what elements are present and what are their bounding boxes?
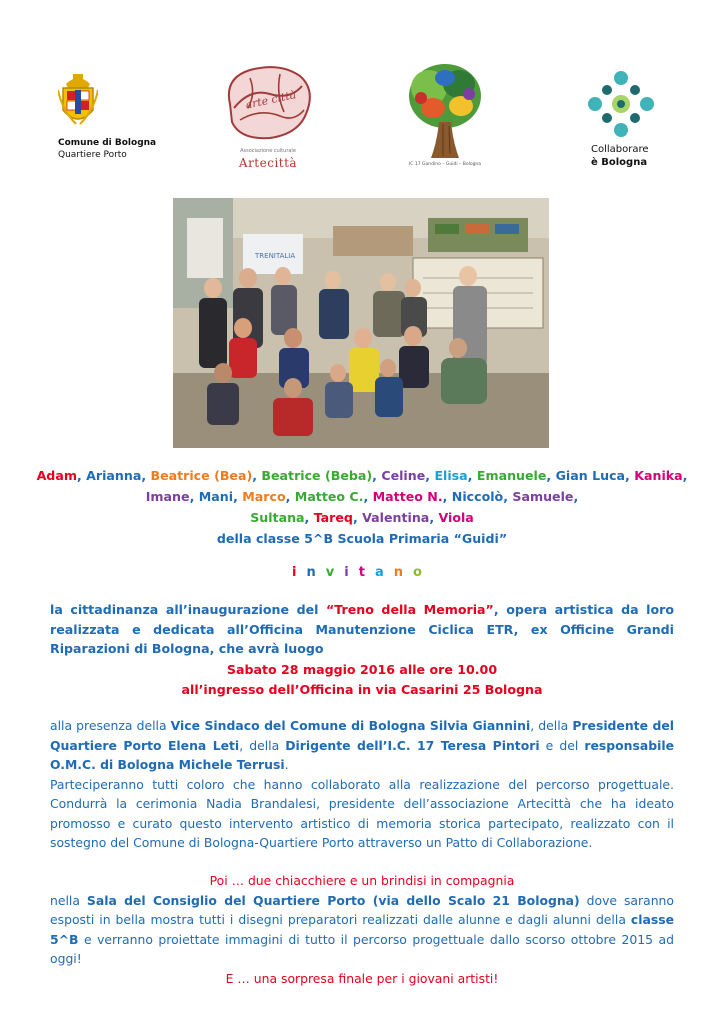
name: Beatrice (Beba) xyxy=(261,468,373,483)
svg-text:arte città: arte città xyxy=(244,88,298,112)
name: Viola xyxy=(438,510,474,525)
artecitta-hands-icon xyxy=(220,64,316,146)
logo-artecitta-line2: Artecittà xyxy=(238,156,298,170)
name: Imane xyxy=(145,489,190,504)
name: Sultana xyxy=(250,510,305,525)
tree-icon xyxy=(405,62,485,160)
name: Arianna xyxy=(86,468,142,483)
surprise-line: E … una sorpresa finale per i giovani artisti! xyxy=(225,970,499,986)
logo-ic17 xyxy=(405,62,485,174)
name: Tareq xyxy=(313,510,353,525)
student-names: Adam, Arianna, Beatrice (Bea), Beatrice (Beba), Celine, Elisa, Emanuele, Gian Luca, Kanika, Imane, Mani, Marco, Matteo C., Matteo N., Niccolò, Samuele, Sultana, Tareq, Valentina, Viola della classe 5^B Scuola Primaria “Guidi” xyxy=(36,468,688,546)
event-date-place xyxy=(30,660,694,699)
logo-bologna-line1: Comune di Bologna xyxy=(58,138,157,148)
logo-artecitta xyxy=(218,64,318,176)
name: Celine xyxy=(381,468,426,483)
name: Matteo C. xyxy=(294,489,364,504)
class-line: della classe 5^B Scuola Primaria “Guidi” xyxy=(216,531,508,546)
logo-collaborare xyxy=(585,70,665,170)
event-title: “Treno della Memoria” xyxy=(326,602,494,617)
logo-comune-bologna xyxy=(58,70,158,170)
name: Adam xyxy=(36,468,77,483)
event-date: Sabato 28 maggio 2016 alle ore 10.00 xyxy=(226,662,498,677)
name: Samuele xyxy=(512,489,574,504)
collaborare-circles-icon xyxy=(587,70,655,138)
after-paragraph: Poi … due chiacchiere e un brindisi in compagnia nella Sala del Consiglio del Quartiere Porto (via dello Scalo 21 Bologna) dove saranno esposti in bella mostra tutti i disegni preparatori realizzati dalle alunne e dagli alunni della classe 5^B e verranno proiettate immagini di tutto il percorso progettuale dallo scorso ottobre 2015 ad oggi! E … una sorpresa finale per i giovani artisti! xyxy=(50,871,674,988)
logo-collab-line2: è Bologna xyxy=(591,157,648,168)
name: Valentina xyxy=(362,510,430,525)
name: Beatrice (Bea) xyxy=(150,468,253,483)
logo-bologna-line2: Quartiere Porto xyxy=(58,150,127,160)
name: Kanika xyxy=(634,468,683,483)
name: Matteo N. xyxy=(372,489,443,504)
name: Elisa xyxy=(434,468,468,483)
name: Gian Luca xyxy=(555,468,626,483)
invitano-heading: invitano xyxy=(292,565,432,580)
toast-line: Poi … due chiacchiere e un brindisi in compagnia xyxy=(209,873,515,888)
logo-collab-line1: Collaborare xyxy=(591,144,649,155)
name: Mani xyxy=(198,489,234,504)
svg-text:TRENITALIA: TRENITALIA xyxy=(255,252,296,260)
name: Niccolò xyxy=(451,489,504,504)
logo-ic17-line1: IC 17 Gandino – Guidi – Bologna xyxy=(408,162,482,167)
name: Marco xyxy=(242,489,286,504)
invite-paragraph: la cittadinanza all’inaugurazione del “Treno della Memoria”, opera artistica da loro realizzata e dedicata all’Officina Manutenzione Ciclica ETR, ex Officine Grandi Riparazioni di Bologna, che avrà luogo xyxy=(50,602,674,656)
group-photo xyxy=(173,198,549,448)
bologna-crest-icon xyxy=(58,70,98,132)
event-place: all’ingresso dell’Officina in via Casarini 25 Bologna xyxy=(181,681,543,697)
ceremony-text: Parteciperanno tutti coloro che hanno collaborato alla realizzazione del percorso progettuale. Condurrà la cerimonia Nadia Brandalesi, presidente dell’associazione Artecittà che ha ideato promosso e curato questo intervento artistico di memoria storica partecipato, realizzato con il sostegno del Comune di Bologna-Quartiere Porto attraverso un Patto di Collaborazione. xyxy=(50,776,674,850)
presence-paragraph: alla presenza della Vice Sindaco del Comune di Bologna Silvia Giannini, della Presidente del Quartiere Porto Elena Leti, della Dirigente dell’I.C. 17 Teresa Pintori e del responsabile O.M.C. di Bologna Michele Terrusi. Parteciperanno tutti coloro che hanno collaborato alla realizzazione del percorso progettuale. Condurrà la cerimonia Nadia Brandalesi, presidente dell’associazione Artecittà che ha ideato promosso e curato questo intervento artistico di memoria storica partecipato, realizzato con il sostegno del Comune di Bologna-Quartiere Porto attraverso un Patto di Collaborazione. xyxy=(50,718,674,850)
logo-artecitta-line1: Associazione culturale xyxy=(240,148,296,154)
name: Emanuele xyxy=(476,468,547,483)
